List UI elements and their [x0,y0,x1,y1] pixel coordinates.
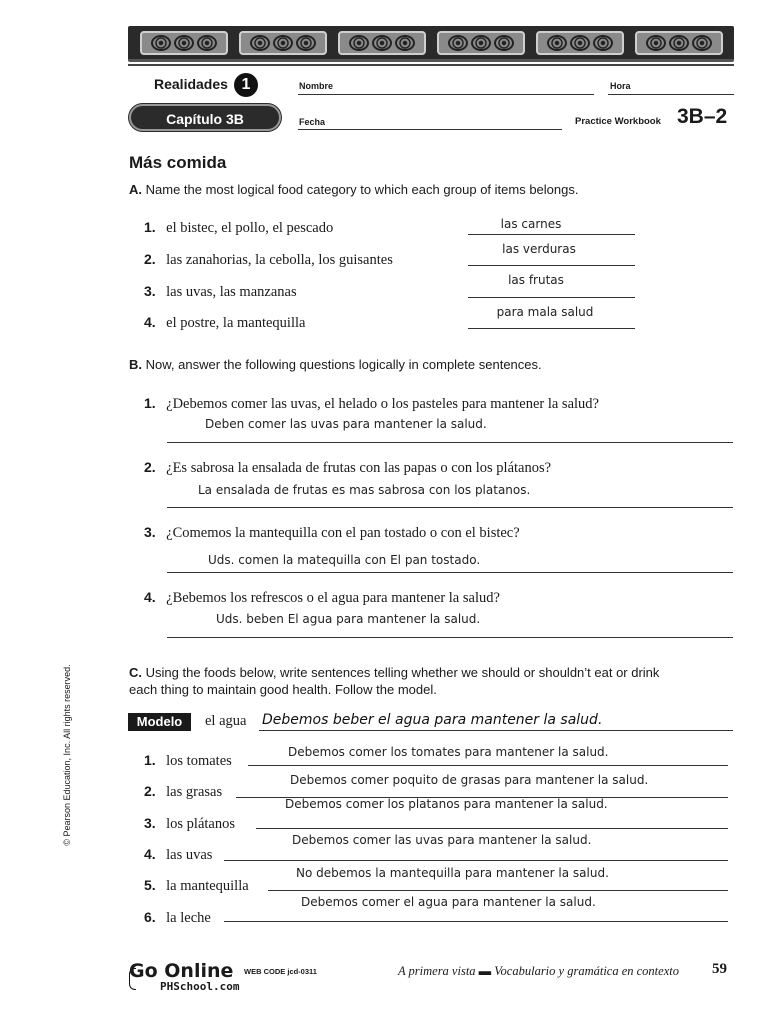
c-item-text: las grasas [166,784,223,800]
banner-divider [128,64,734,66]
b-item-number: 1. [144,395,156,411]
a-item-number: 1. [144,219,156,235]
c-answer-line[interactable] [248,765,728,766]
c-item-text: la leche [166,910,211,926]
a-item-number: 4. [144,314,156,330]
c-item-6 [144,909,211,927]
series-title: Realidades [154,76,228,92]
a-item-2 [144,251,393,269]
page-number: 59 [712,961,727,977]
model-answer-line [259,730,733,731]
chapter-pill: Capítulo 3B [129,104,281,131]
c-item-number: 6. [144,909,156,925]
b-item-4 [144,589,500,607]
section-b-text: Now, answer the following questions logically in complete sentences. [145,357,542,372]
a-item-number: 3. [144,283,156,299]
a-answer-line[interactable] [468,265,635,266]
c-answer-2: Debemos comer poquito de grasas para mantener la salud. [290,773,649,787]
level-badge: 1 [234,73,258,97]
c-item-3 [144,815,235,833]
banner-tile [239,31,327,55]
a-item-number: 2. [144,251,156,267]
a-answer-2: las verduras [502,242,576,256]
c-answer-4: Debemos comer las uvas para mantener la salud. [292,833,592,847]
model-label: Modelo [128,713,191,731]
c-item-5 [144,877,249,895]
b-answer-2: La ensalada de frutas es mas sabrosa con los platanos. [198,483,531,497]
c-answer-1: Debemos comer los tomates para mantener la salud. [288,745,609,759]
b-item-2 [144,459,551,477]
name-field[interactable] [298,94,594,95]
hour-field[interactable] [608,94,734,95]
b-answer-3: Uds. comen la matequilla con El pan tostado. [208,553,481,567]
model-answer: Debemos beber el agua para mantener la salud. [262,712,603,728]
go-online-logo[interactable]: Go Online [129,960,234,982]
a-item-1 [144,219,333,237]
a-answer-line[interactable] [468,328,635,329]
a-item-text: las zanahorias, la cebolla, los guisantes [166,252,393,268]
c-item-1 [144,752,232,770]
hour-label: Hora [610,81,631,91]
b-item-number: 4. [144,589,156,605]
c-item-number: 3. [144,815,156,831]
b-answer-4: Uds. beben El agua para mantener la salud. [216,612,481,626]
b-item-text: ¿Bebemos los refrescos o el agua para mantener la salud? [166,590,500,606]
b-answer-line[interactable] [167,572,733,573]
a-item-4 [144,314,305,332]
date-label: Fecha [299,117,326,127]
c-item-number: 2. [144,783,156,799]
c-item-text: los tomates [166,753,232,769]
section-c-text-line2: each thing to maintain good health. Follow the model. [129,682,437,697]
c-item-number: 4. [144,846,156,862]
a-item-3 [144,283,297,301]
b-item-1 [144,395,599,413]
model-item: el agua [205,713,247,729]
c-answer-3: Debemos comer los platanos para mantener la salud. [285,797,608,811]
b-item-number: 3. [144,524,156,540]
banner-tile [140,31,228,55]
c-answer-line[interactable] [256,828,728,829]
a-item-text: las uvas, las manzanas [166,284,297,300]
banner-tile [635,31,723,55]
banner-tile [536,31,624,55]
a-answer-1: las carnes [500,217,562,231]
c-item-text: la mantequilla [166,878,249,894]
c-answer-line[interactable] [224,921,728,922]
c-answer-line[interactable] [224,860,728,861]
c-answer-6: Debemos comer el agua para mantener la salud. [301,895,596,909]
section-c-instruction [129,664,735,698]
banner-tile [437,31,525,55]
a-answer-3: las frutas [508,273,564,287]
b-item-3 [144,524,520,542]
a-item-text: el bistec, el pollo, el pescado [166,220,334,236]
a-item-text: el postre, la mantequilla [166,315,306,331]
b-item-text: ¿Es sabrosa la ensalada de frutas con las papas o con los plátanos? [166,460,552,476]
section-c-text-line1: Using the foods below, write sentences telling whether we should or shouldn’t eat or drink [145,665,660,680]
footer-book-text: A primera vista ▬ Vocabulario y gramática en contexto [398,964,679,978]
c-item-text: las uvas [166,847,213,863]
b-answer-1: Deben comer las uvas para mantener la salud. [205,417,487,431]
c-answer-line[interactable] [268,890,728,891]
c-item-number: 5. [144,877,156,893]
b-answer-line[interactable] [167,637,733,638]
a-answer-line[interactable] [468,297,635,298]
section-b-instruction [129,357,542,372]
c-item-2 [144,783,222,801]
name-label: Nombre [299,81,334,91]
b-item-text: ¿Comemos la mantequilla con el pan tostado o con el bistec? [166,525,520,541]
b-answer-line[interactable] [167,507,733,508]
page-title: Más comida [129,153,227,172]
a-answer-line[interactable] [468,234,635,235]
c-item-text: los plátanos [166,816,236,832]
c-answer-5: No debemos la mantequilla para mantener la salud. [296,866,609,880]
web-code: WEB CODE jcd-0311 [244,967,317,976]
section-a-instruction [129,182,578,197]
copyright-notice: © Pearson Education, Inc. All rights reserved. [62,664,72,846]
a-answer-4: para mala salud [496,305,594,319]
c-item-number: 1. [144,752,156,768]
b-item-text: ¿Debemos comer las uvas, el helado o los pasteles para mantener la salud? [166,396,599,412]
section-c-letter: C. [129,665,142,680]
banner-tile [338,31,426,55]
b-answer-line[interactable] [167,442,733,443]
section-b-letter: B. [129,357,142,372]
b-item-number: 2. [144,459,156,475]
workbook-code: 3B–2 [677,105,728,128]
workbook-label: Practice Workbook [575,116,661,127]
phschool-link[interactable]: PHSchool.com [160,980,240,993]
decorative-banner [128,26,734,62]
c-item-4 [144,846,212,864]
section-a-letter: A. [129,182,142,197]
section-a-text: Name the most logical food category to which each group of items belongs. [145,182,579,197]
date-field[interactable] [298,129,562,130]
